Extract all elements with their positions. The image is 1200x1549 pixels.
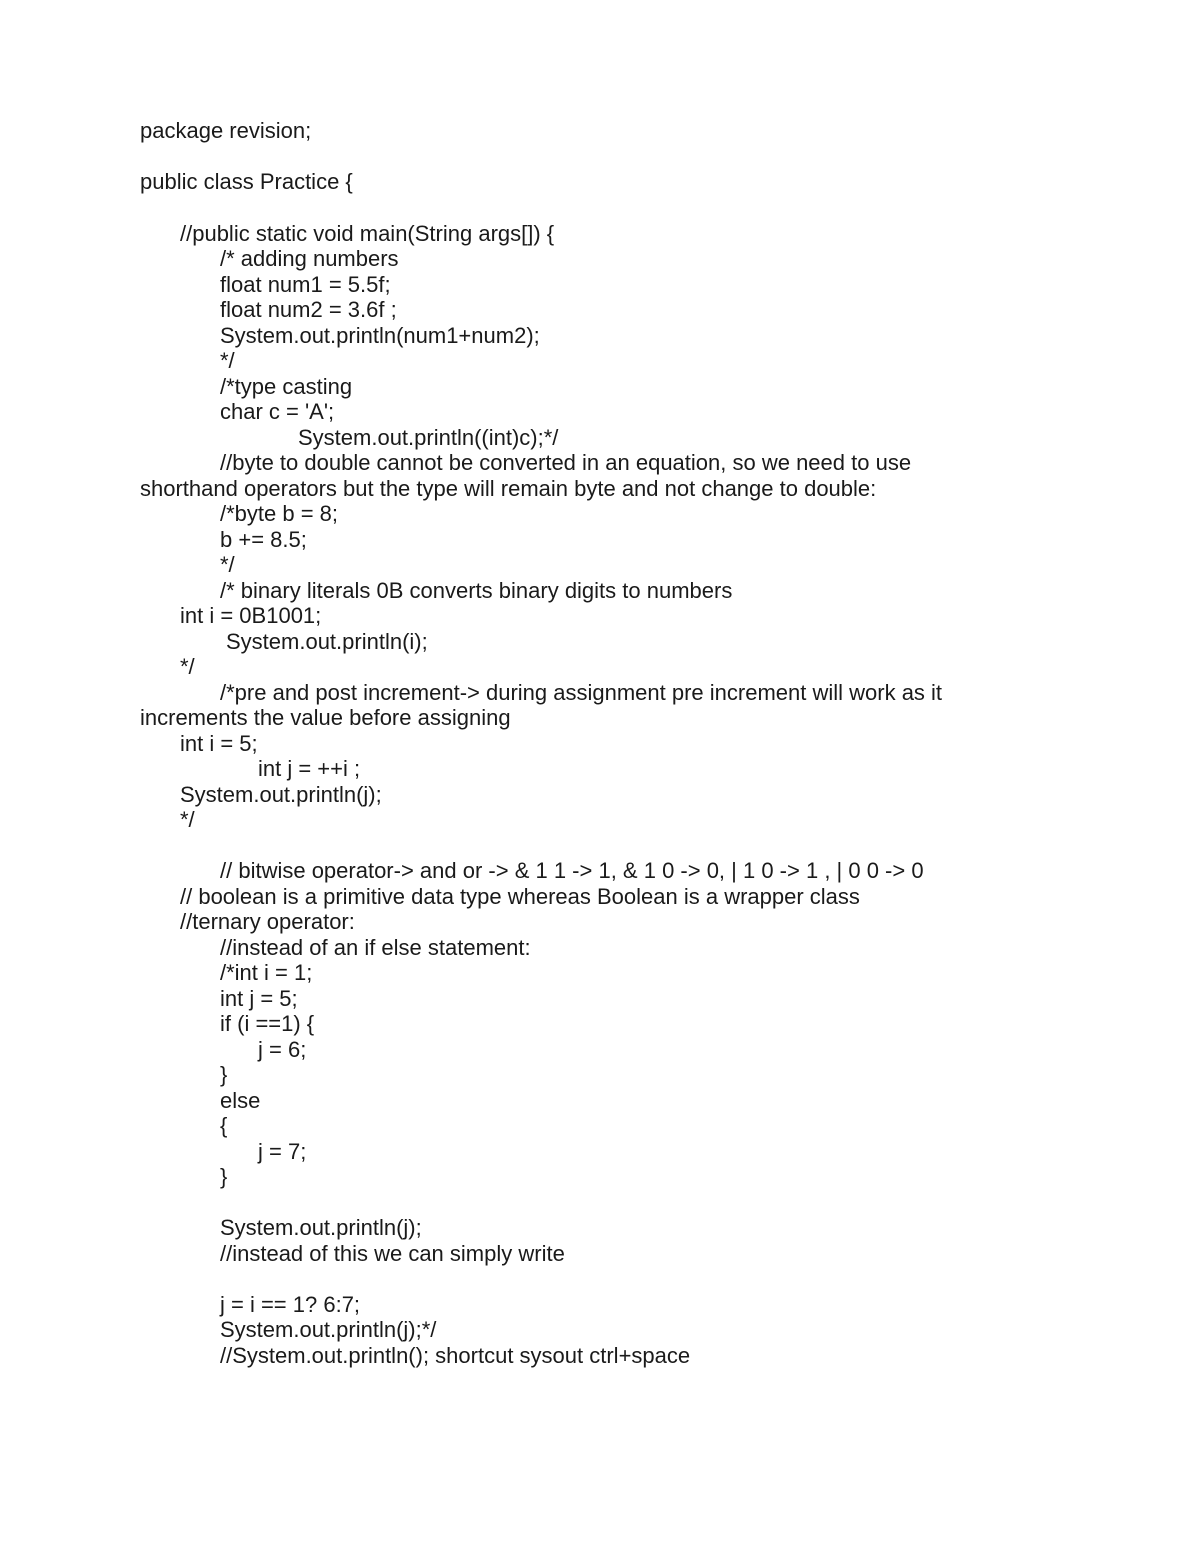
text-line: float num1 = 5.5f; xyxy=(220,272,391,297)
text-line: int j = ++i ; xyxy=(258,756,361,781)
text-line: */ xyxy=(220,552,235,577)
text-line: else xyxy=(220,1088,261,1113)
text-line: // boolean is a primitive data type whereas Boolean is a wrapper class xyxy=(180,884,860,909)
text-line: b += 8.5; xyxy=(220,527,307,552)
text-line: /* binary literals 0B converts binary digits to numbers xyxy=(220,578,733,603)
text-line: */ xyxy=(180,654,195,679)
text-line: System.out.println((int)c);*/ xyxy=(298,425,559,450)
text-line: //ternary operator: xyxy=(180,909,355,934)
text-line: /*int i = 1; xyxy=(220,960,313,985)
text-line: j = 6; xyxy=(258,1037,307,1062)
text-line: System.out.println(num1+num2); xyxy=(220,323,540,348)
text-line: //instead of an if else statement: xyxy=(220,935,531,960)
text-line: //instead of this we can simply write xyxy=(220,1241,565,1266)
text-line: char c = 'A'; xyxy=(220,399,335,424)
text-line: System.out.println(j); xyxy=(180,782,382,807)
text-line: j = i == 1? 6:7; xyxy=(220,1292,361,1317)
text-line: j = 7; xyxy=(258,1139,307,1164)
text-line: /* adding numbers xyxy=(220,246,399,271)
text-line: System.out.println(j);*/ xyxy=(220,1317,437,1342)
text-line: */ xyxy=(220,348,235,373)
text-line: //System.out.println(); shortcut sysout ctrl+space xyxy=(220,1343,691,1368)
text-line: } xyxy=(220,1164,228,1189)
text-line: } xyxy=(220,1062,228,1087)
text-line: //public static void main(String args[]) { xyxy=(180,221,555,246)
text-line: public class Practice { xyxy=(140,169,353,194)
text-line: shorthand operators but the type will remain byte and not change to double: xyxy=(140,476,877,501)
text-line: System.out.println(j); xyxy=(220,1215,422,1240)
text-line: /*byte b = 8; xyxy=(220,501,339,526)
text-line: /*type casting xyxy=(220,374,353,399)
text-line: int j = 5; xyxy=(220,986,298,1011)
text-line: System.out.println(i); xyxy=(226,629,428,654)
text-line: /*pre and post increment-> during assignment pre increment will work as it xyxy=(220,680,943,705)
text-line: { xyxy=(220,1113,228,1138)
text-line: increments the value before assigning xyxy=(140,705,511,730)
text-line: //byte to double cannot be converted in an equation, so we need to use xyxy=(220,450,912,475)
text-line: package revision; xyxy=(140,118,312,143)
text-line: // bitwise operator-> and or -> & 1 1 -> 1, & 1 0 -> 0, | 1 0 -> 1 , | 0 0 -> 0 xyxy=(220,858,924,883)
text-line: int i = 5; xyxy=(180,731,258,756)
text-line: */ xyxy=(180,807,195,832)
text-line: int i = 0B1001; xyxy=(180,603,322,628)
text-line: float num2 = 3.6f ; xyxy=(220,297,397,322)
text-line: if (i ==1) { xyxy=(220,1011,315,1036)
